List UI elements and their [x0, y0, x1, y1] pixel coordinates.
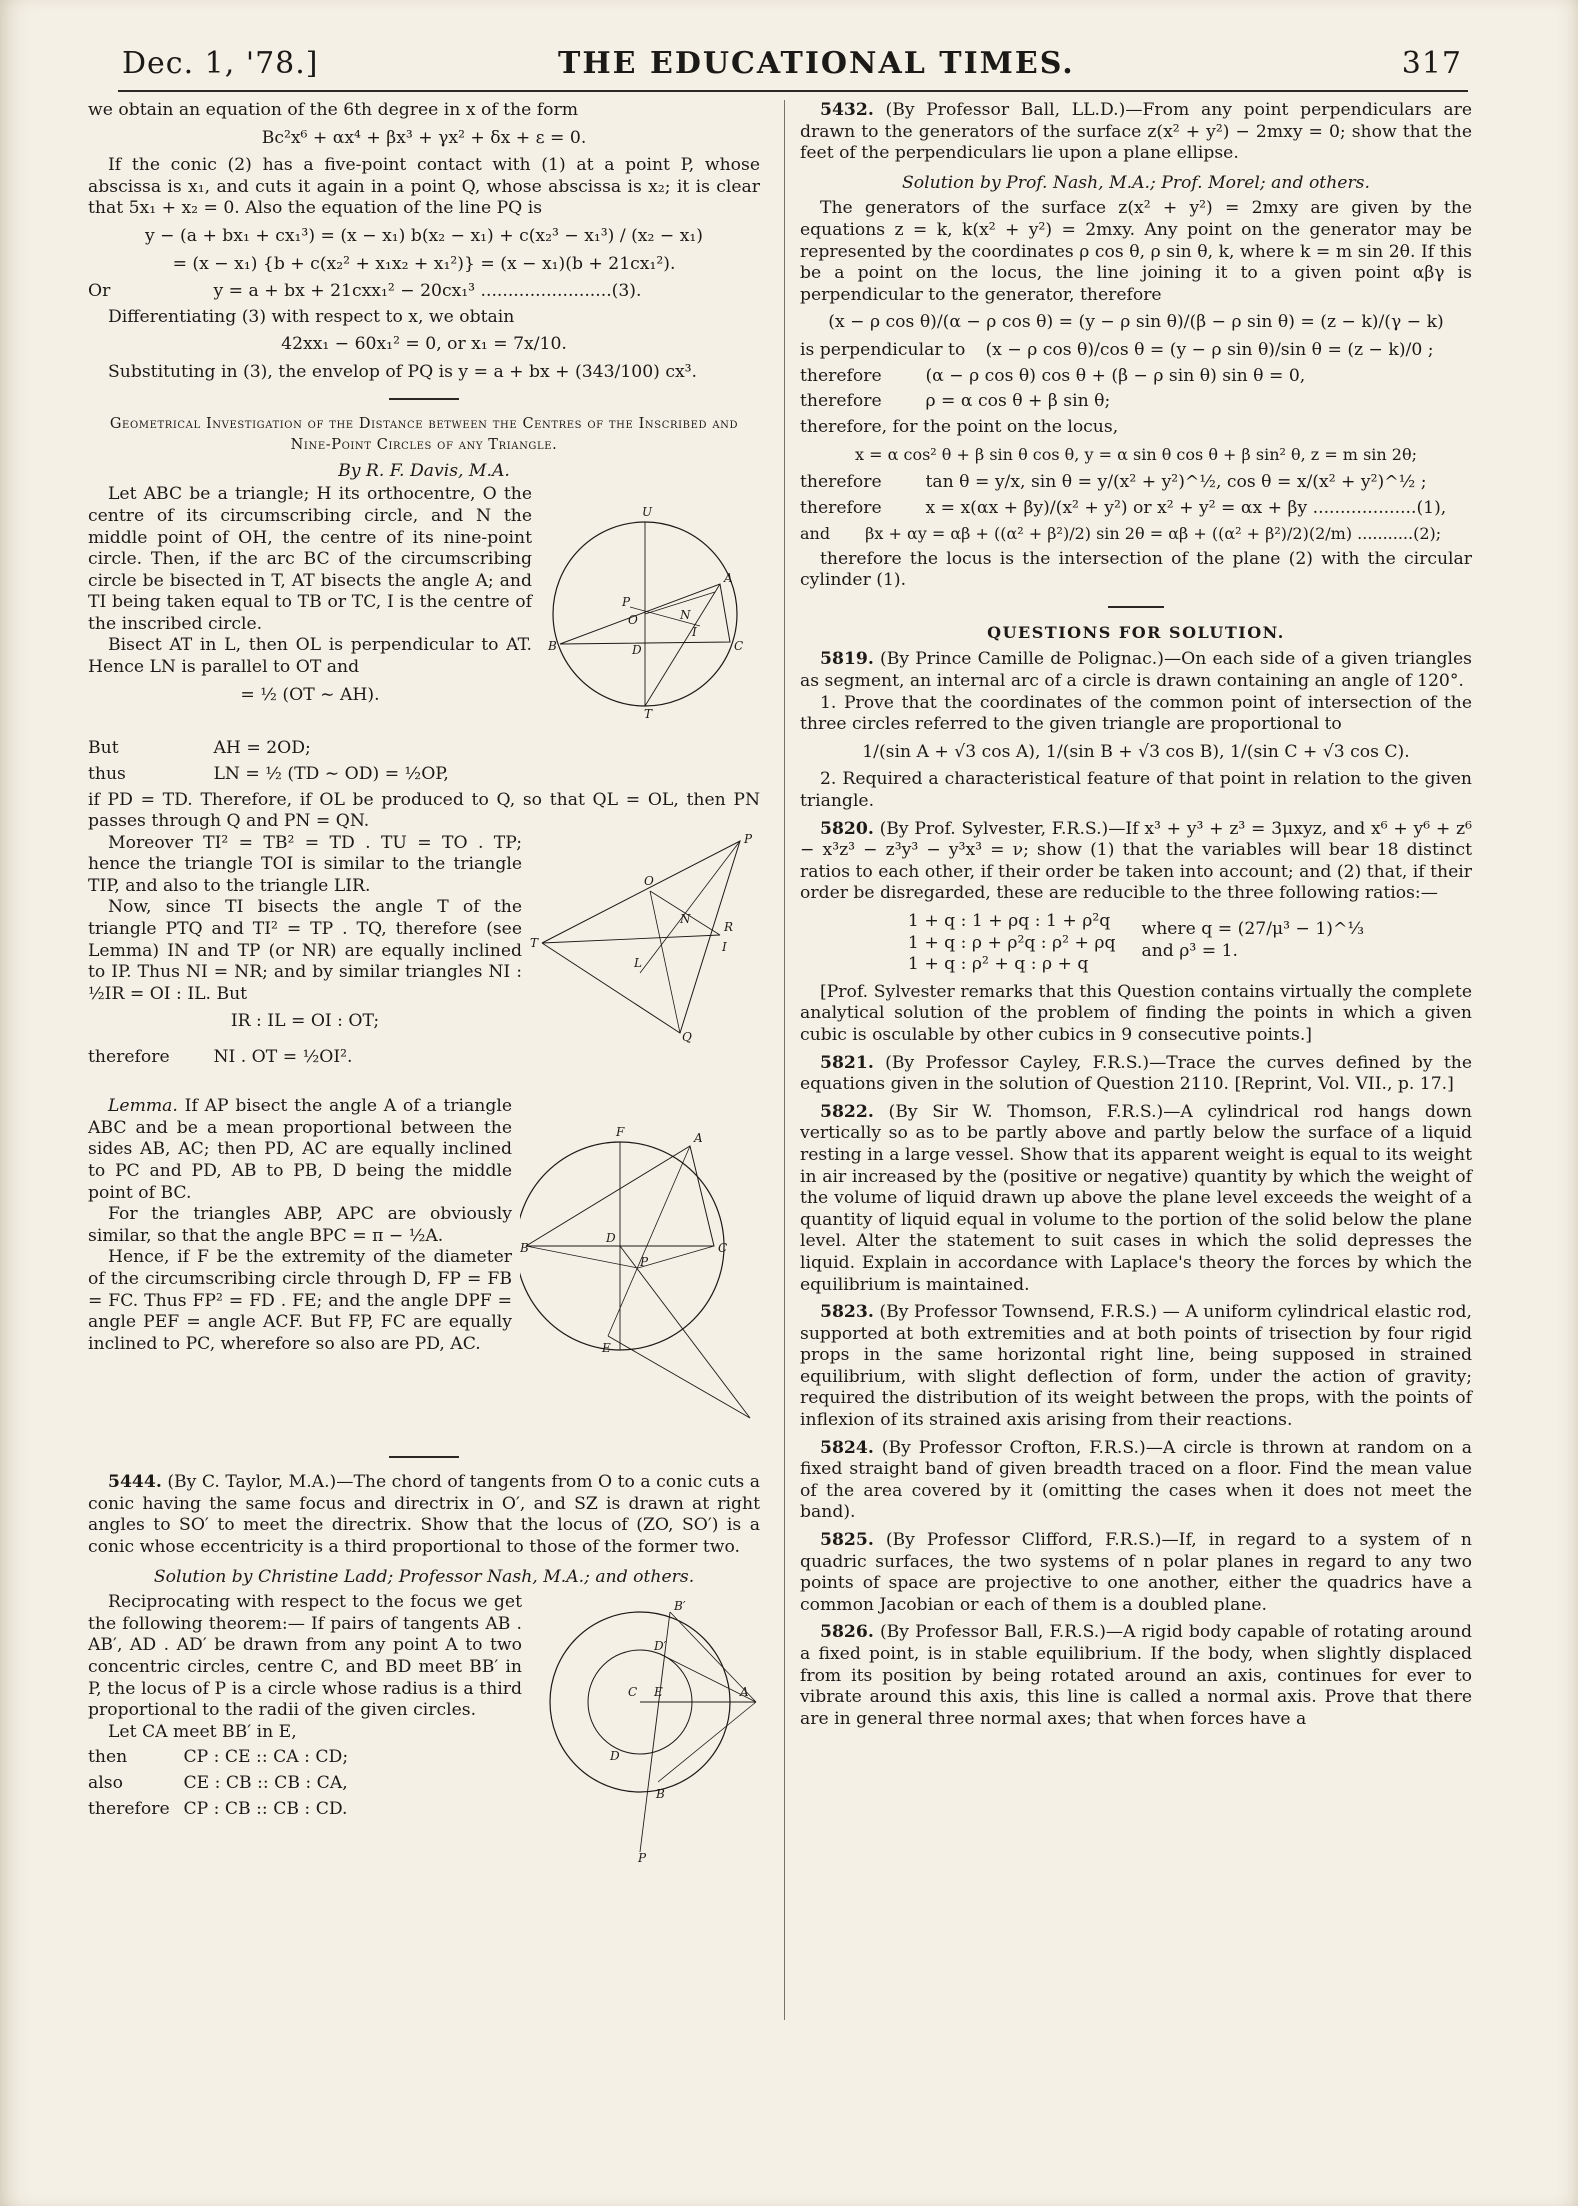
where-condition: where q = (27/μ³ − 1)^⅓ [1141, 919, 1365, 939]
ratio-line-3: 1 + q : ρ² + q : ρ + q [907, 954, 1089, 975]
question-number-5432: 5432. [820, 100, 874, 120]
solution-5444-byline: Solution by Christine Ladd; Professor Nash, M.A.; and others. [153, 1566, 695, 1587]
geom-eq-c: LN = ½ (TD ∼ OD) = ½OP, [213, 763, 449, 784]
therefore-label-4: therefore [800, 391, 882, 412]
solution-5432-paragraph-1: The generators of the surface z(x² + y²) = 2mxy are given by the equations z = k, k(x² + y²) = 2mxy. Any point on the generator may be represented by the coordinates ρ cos θ, ρ sin θ, k, where k = m sin 2θ. If this be a point on the locus, the line joining it to a given point αβγ is perpendicular to the generator, therefore [800, 198, 1472, 305]
lemma-text-1: If AP bisect the angle A of a triangle ABC and be a mean proportional between the sides AB, AC; then PD, AC are equally inclined to PC and PD, AB to PB, D being the middle point of BC. [88, 1096, 512, 1203]
svg-text:D: D [632, 643, 642, 658]
geom-but-row [88, 738, 760, 760]
solution-5432-row-3 [800, 366, 1472, 388]
question-number-5820: 5820. [820, 818, 874, 839]
question-number-5824: 5824. [820, 1437, 874, 1458]
question-5820-note: [Prof. Sylvester remarks that this Question contains virtually the complete analytical solution of the problem of finding the points in which a given cubic is osculable by other cubics in 9 consecutive points.] [800, 981, 1472, 1045]
solution-5432-eq-1: (x − ρ cos θ)/(α − ρ cos θ) = (y − ρ sin θ)/(β − ρ sin θ) = (z − k)/(γ − k) [828, 312, 1444, 333]
solution-5432-eq-3: (α − ρ cos θ) cos θ + (β − ρ sin θ) sin θ = 0, [925, 365, 1306, 386]
figure-block-2 [88, 833, 760, 1043]
geom-paragraph-4: Moreover TI² = TB² = TD . TU = TO . TP; hence the triangle TOI is similar to the triangle TIP, and also to the triangle LIR. [88, 832, 522, 896]
question-5826 [800, 1622, 1472, 1730]
article-title-geometrical: Geometrical Investigation of the Distance between the Centres of the Inscribed and Nine-Point Circles of any Triangle. [109, 415, 739, 454]
svg-text:B: B [656, 1787, 665, 1802]
svg-text:B′: B′ [674, 1599, 686, 1614]
question-number-5825: 5825. [820, 1530, 874, 1551]
question-number-5823: 5823. [820, 1302, 874, 1323]
question-5823 [800, 1302, 1472, 1432]
svg-text:B: B [548, 639, 557, 654]
solution-5432-row-7 [800, 498, 1472, 520]
question-number-5821: 5821. [820, 1052, 874, 1073]
question-5432 [800, 100, 1472, 165]
question-5822-text: (By Sir W. Thomson, F.R.S.)—A cylindrical rod hangs down vertically so as to be partly above and partly below the surface of a liquid resting in a large vessel. Show that its apparent weight is equal to its weight in air increased by the (positive or negative) quantity by which the weight of the volume of liquid drawn up above the plane level exceeds the weight of a quantity of liquid equal in volume to the portion of the solid below the plane level. Alter the statement to suit cases in which the solid depresses the liquid. Explain in accordance with Laplace's theory the forces by which the equilibrium is maintained. [800, 1101, 1472, 1295]
svg-text:A: A [724, 571, 733, 586]
geom-thus-row [88, 764, 760, 786]
svg-text:I: I [692, 625, 697, 640]
or-label: Or [88, 281, 111, 302]
geom-paragraph-5: Now, since TI bisects the angle T of the triangle PTQ and TI² = TP . TQ, therefore (see Lemma) IN and TP (or NR) are equally inclined to IP. Thus NI = NR; and by similar triangles NI : ½IR = OI : IL. But [88, 897, 522, 1004]
svg-text:C: C [628, 1685, 638, 1700]
concentric-circles-diagram [530, 1592, 760, 1862]
therefore-label-3: therefore [800, 365, 882, 386]
solution-5432-eq-2: (x − ρ cos θ)/cos θ = (y − ρ sin θ)/sin θ = (z − k)/0 ; [985, 339, 1434, 360]
svg-text:T: T [644, 707, 653, 722]
ratio-line-2: 1 + q : ρ + ρ²q : ρ² + ρq [907, 932, 1116, 953]
lemma-label: Lemma. [108, 1096, 178, 1117]
triangle-circumcircle-diagram [540, 484, 760, 734]
byline-davis: By R. F. Davis, M.A. [338, 460, 510, 481]
question-5819-part-2: 2. Required a characteristical feature of that point in relation to the given triangle. [800, 769, 1472, 812]
figure-block-4 [88, 1592, 760, 1862]
question-5819 [800, 649, 1472, 692]
geom-paragraph-2: Bisect AT in L, then OL is perpendicular to AT. Hence LN is parallel to OT and [88, 635, 532, 678]
solution-5432-row-4 [800, 391, 1472, 413]
solution-5432-row-8 [800, 523, 1472, 545]
svg-text:D: D [610, 1749, 620, 1764]
question-5820 [800, 819, 1472, 905]
question-number-5826: 5826. [820, 1622, 874, 1643]
figure-block-3 [88, 1096, 760, 1426]
lemma-paragraph-2: For the triangles ABP, APC are obviously similar, so that the angle BPC = π − ½A. [88, 1204, 512, 1246]
column-divider [784, 100, 785, 2020]
but-label: But [88, 738, 119, 759]
figure-block-1 [88, 484, 760, 734]
intro-paragraph: If the conic (2) has a five-point contact with (1) at a point P, whose abscissa is x₁, and cuts it again in a point Q, whose abscissa is x₂; it is clear that 5x₁ + x₂ = 0. Also the equation of the line PQ is [88, 155, 760, 219]
svg-text:A: A [740, 1685, 749, 1700]
solution-5432-eq-5: x = α cos² θ + β sin θ cos θ, y = α sin θ cos θ + β sin² θ, z = m sin 2θ; [855, 445, 1417, 465]
svg-text:Q: Q [682, 1029, 692, 1043]
svg-text:I: I [722, 939, 727, 954]
svg-text:L: L [634, 955, 642, 970]
geom-paragraph-3: if PD = TD. Therefore, if OL be produced to Q, so that QL = OL, then PN passes through Q and PN = QN. [88, 789, 760, 832]
solution-5432-paragraph-3: therefore the locus is the intersection of the plane (2) with the circular cylinder (1). [800, 548, 1472, 591]
solution-5444-paragraph-1: Reciprocating with respect to the focus we get the following theorem:— If pairs of tangents AB . AB′, AD . AD′ be drawn from any point A to two concentric circles, centre C, and BD meet BB′ in P, the locus of P is a circle whose radius is a third proportional to the radii of the given circles. [88, 1592, 522, 1721]
question-5822 [800, 1102, 1472, 1296]
question-5819-eq: 1/(sin A + √3 cos A), 1/(sin B + √3 cos B), 1/(sin C + √3 cos C). [862, 741, 1410, 762]
and-label: and [800, 524, 831, 544]
svg-text:D: D [606, 1231, 616, 1246]
geom-therefore-row [88, 1047, 760, 1069]
equation-3: y = a + bx + 21cxx₁² − 20cx₁³ ........................(3). [213, 281, 642, 302]
question-5819-part-1: 1. Prove that the coordinates of the common point of intersection of the three circles referred to the given triangle are proportional to [800, 692, 1472, 735]
question-number-5822: 5822. [820, 1101, 874, 1122]
question-5821 [800, 1053, 1472, 1096]
svg-text:R: R [724, 919, 734, 934]
rho-condition: and ρ³ = 1. [1141, 940, 1238, 961]
svg-text:C: C [734, 639, 744, 654]
running-head-date: Dec. 1, '78.] [122, 46, 319, 81]
running-head [118, 44, 1468, 92]
svg-text:P: P [622, 595, 631, 610]
svg-text:A: A [694, 1131, 703, 1146]
therefore-label-2: therefore [88, 1798, 170, 1819]
lemma-paragraph-3: Hence, if F be the extremity of the diameter of the circumscribing circle through D, FP = FB = FC. Thus FP² = FD . FE; and the angle DPF = angle PEF = angle ACF. But FP, FC are equally inclined to PC, wherefore so also are PD, AC. [88, 1247, 512, 1354]
geom-paragraph-1: Let ABC be a triangle; H its orthocentre, O the centre of its circumscribing circle, and N the middle point of OH, the centre of its nine-point circle. Then, if the arc BC of the circumscribing circle be bisected in T, AT bisects the angle A; and TI being taken equal to TB or TC, I is the centre of the inscribed circle. [88, 484, 532, 634]
question-5821-text: (By Professor Cayley, F.R.S.)—Trace the curves defined by the equations given in the solution of Question 2110. [Reprint, Vol. VII., p. 17.] [800, 1052, 1472, 1095]
solution-5432-byline: Solution by Prof. Nash, M.A.; Prof. Morel; and others. [902, 172, 1370, 193]
right-column [800, 100, 1472, 1730]
ratio-3: CP : CB :: CB : CD. [183, 1798, 348, 1819]
ratio-conditions [1141, 911, 1364, 976]
question-5444-text: (By C. Taylor, M.A.)—The chord of tangents from O to a conic cuts a conic having the same focus and directrix in O′, and SZ is drawn at right angles to SO′ to meet the directrix. Show that the locus of (ZO, SO′) is a conic whose eccentricity is a third proportional to those of the former two. [88, 1472, 760, 1558]
question-5825 [800, 1530, 1472, 1616]
thus-label: thus [88, 763, 126, 784]
equation-sixth-degree: Bc²x⁶ + αx⁴ + βx³ + γx² + δx + ε = 0. [261, 127, 587, 148]
similar-triangles-diagram [530, 833, 760, 1043]
running-head-title: THE EDUCATIONAL TIMES. [558, 46, 1075, 81]
svg-text:P: P [744, 832, 753, 846]
question-5820-text: (By Prof. Sylvester, F.R.S.)—If x³ + y³ + z³ = 3μxyz, and x⁶ + y⁶ + z⁶ − x³z³ − z³y³ − y³x³ = ν; show (1) that the variables will bear 18 distinct ratios to each other, if their order be taken into account; and (2) that, if their order be disregarded, these are reducible to the three following ratios:— [800, 818, 1472, 904]
question-5432-text: (By Professor Ball, LL.D.)—From any point perpendiculars are drawn to the generators of the surface z(x² + y²) − 2mxy = 0; show that the feet of the perpendiculars lie upon a plane ellipse. [800, 100, 1472, 164]
svg-text:N: N [680, 608, 691, 623]
page-number: 317 [1401, 46, 1462, 81]
geom-eq-e: NI . OT = ½OI². [213, 1046, 353, 1067]
envelop-text: Substituting in (3), the envelop of PQ is y = a + bx + (343/100) cx³. [108, 361, 697, 382]
question-5444 [88, 1472, 760, 1558]
svg-text:F: F [616, 1125, 625, 1140]
ratio-row-3 [88, 1799, 522, 1821]
therefore-label-5: therefore [800, 471, 882, 492]
solution-5432-paragraph-2: therefore, for the point on the locus, [800, 416, 1119, 437]
lemma-paragraph-1 [88, 1096, 512, 1204]
equation-line-pq: y − (a + bx₁ + cx₁³) = (x − x₁) b(x₂ − x₁) + c(x₂³ − x₁³) / (x₂ − x₁) [144, 225, 703, 246]
lemma-diagram [520, 1096, 760, 1426]
svg-text:D′: D′ [654, 1639, 667, 1654]
svg-text:T: T [530, 935, 539, 950]
question-5825-text: (By Professor Clifford, F.R.S.)—If, in regard to a system of n quadric surfaces, the two systems of n polar planes in regard to any two points of space are projective to one another, either the quadrics have a common Jacobian or each of them is a doubled plane. [800, 1530, 1472, 1615]
separator-rule-3 [1108, 606, 1164, 608]
differentiating-text: Differentiating (3) with respect to x, we obtain [108, 306, 515, 327]
svg-text:B: B [520, 1241, 529, 1256]
equation-3-row [88, 281, 760, 303]
question-number-5819: 5819. [820, 649, 874, 670]
svg-text:P: P [638, 1851, 647, 1863]
svg-text:E: E [602, 1341, 611, 1356]
geom-eq-a: = ½ (OT ∼ AH). [240, 684, 380, 705]
ratio-line-1: 1 + q : 1 + ρq : 1 + ρ²q [907, 911, 1111, 931]
svg-text:O: O [644, 873, 654, 888]
ratio-list-block [800, 911, 1472, 976]
svg-text:E: E [654, 1685, 663, 1700]
svg-text:P: P [640, 1255, 649, 1270]
question-5824-text: (By Professor Crofton, F.R.S.)—A circle is thrown at random on a fixed straight band of given breadth traced on a floor. Find the mean value of the area covered by it (omitting the cases when it does not meet the band). [800, 1437, 1472, 1523]
geom-eq-b: AH = 2OD; [213, 738, 311, 759]
svg-text:O: O [628, 613, 638, 628]
separator-rule-2 [389, 1456, 459, 1458]
svg-text:N: N [680, 911, 691, 926]
then-label: then [88, 1747, 128, 1768]
question-5826-text: (By Professor Ball, F.R.S.)—A rigid body capable of rotating around a fixed point, is in stable equilibrium. If the body, when slightly displaced from its position by being rotated around an axis, continues for ever to vibrate around this axis, this line is called a normal axis. Prove that there are in general three normal axes; that when forces have a [800, 1622, 1473, 1729]
geom-eq-d: IR : IL = OI : OT; [230, 1011, 380, 1032]
ratio-row-1 [88, 1747, 522, 1769]
solution-5432-row-6 [800, 472, 1472, 494]
svg-text:C: C [718, 1241, 728, 1256]
solution-5432-eq-6: tan θ = y/x, sin θ = y/(x² + y²)^½, cos θ = x/(x² + y²)^½ ; [925, 471, 1427, 492]
solution-5432-eq-7: x = x(αx + βy)/(x² + y²) or x² + y² = αx + βy ...................(1), [925, 497, 1447, 518]
also-label: also [88, 1773, 123, 1793]
question-5824 [800, 1438, 1472, 1524]
solution-5444-paragraph-2: Let CA meet BB′ in E, [108, 1721, 297, 1742]
equation-line-pq-2: = (x − x₁) {b + c(x₂² + x₁x₂ + x₁²)} = (x − x₁)(b + 21cx₁²). [172, 253, 676, 274]
solution-5432-perp-row [800, 340, 1472, 362]
perpendicular-label: is perpendicular to [800, 339, 966, 360]
question-5823-text: (By Professor Townsend, F.R.S.) — A uniform cylindrical elastic rod, supported at both extremities and at both points of trisection by four rigid props in the same horizontal right line, being supposed in strained equilibrium, with slight deflection of form, under the action of gravity; required the distribution of its weight between the props, with the points of inflexion of its strained axis arising from their reactions. [800, 1302, 1472, 1431]
ratio-1: CP : CE :: CA : CD; [183, 1747, 349, 1768]
intro-line: we obtain an equation of the 6th degree in x of the form [88, 100, 578, 120]
therefore-label: therefore [88, 1046, 170, 1067]
separator-rule [389, 398, 459, 400]
question-number-5444: 5444. [108, 1472, 162, 1493]
ratio-list [908, 911, 1116, 976]
ratio-2: CE : CB :: CB : CA, [183, 1773, 348, 1793]
svg-text:U: U [642, 505, 653, 520]
ratio-row-2 [88, 1773, 522, 1795]
question-5819-text: (By Prince Camille de Polignac.)—On each side of a given triangles as segment, an internal arc of a circle is drawn containing an angle of 120°. [800, 649, 1472, 692]
equation-derivative: 42xx₁ − 60x₁² = 0, or x₁ = 7x/10. [281, 334, 567, 355]
solution-5432-eq-8: βx + αy = αβ + ((α² + β²)/2) sin 2θ = αβ + ((α² + β²)/2)(2/m) ...........(2); [865, 524, 1442, 544]
left-column [88, 100, 760, 1862]
questions-for-solution-heading: QUESTIONS FOR SOLUTION. [987, 622, 1285, 642]
solution-5432-eq-4: ρ = α cos θ + β sin θ; [925, 391, 1111, 412]
therefore-label-6: therefore [800, 497, 882, 518]
